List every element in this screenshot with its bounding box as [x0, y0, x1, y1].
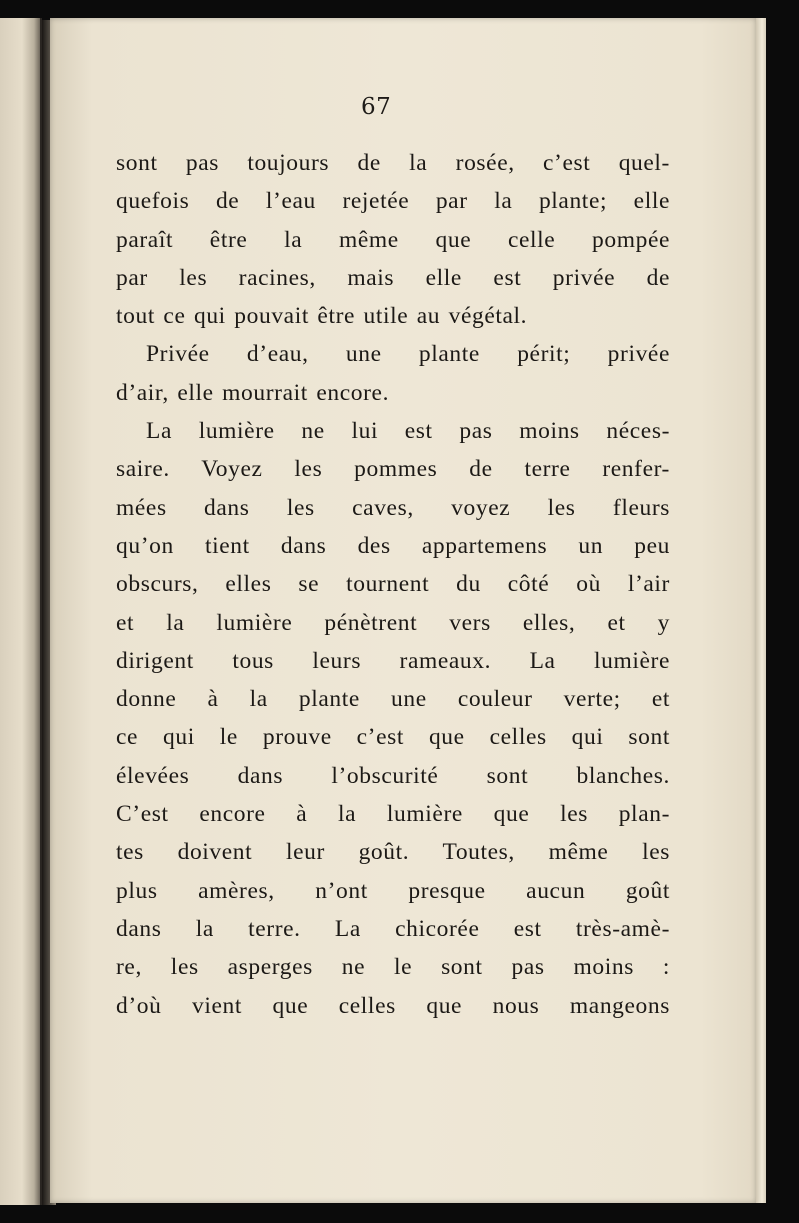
body-text [116, 144, 670, 1025]
text-line: par les racines, mais elle est privée de [116, 264, 670, 291]
text-line: mées dans les caves, voyez les fleurs [116, 494, 670, 521]
facing-page-edge [0, 18, 42, 1205]
text-line: élevées dans l’obscurité sont blanches. [116, 762, 670, 789]
text-line: La lumière ne lui est pas moins néces- [146, 418, 670, 445]
text-line: C’est encore à la lumière que les plan- [116, 801, 670, 828]
text-line: re, les asperges ne le sont pas moins : [116, 954, 670, 981]
text-line: d’air, elle mourrait encore. [116, 379, 390, 406]
text-line: tes doivent leur goût. Toutes, même les [116, 839, 670, 866]
text-line: et la lumière pénètrent vers elles, et y [116, 609, 670, 636]
text-line: ce qui le prouve c’est que celles qui sont [116, 724, 670, 751]
text-line: qu’on tient dans des appartemens un peu [116, 532, 670, 559]
page-fore-edge [756, 18, 766, 1203]
page-number: 67 [361, 94, 392, 120]
text-line: plus amères, n’ont presque aucun goût [116, 877, 670, 904]
text-line: sont pas toujours de la rosée, c’est quel- [116, 150, 670, 176]
text-line: Privée d’eau, une plante périt; privée [146, 341, 670, 368]
text-line: tout ce qui pouvait être utile au végétal. [116, 303, 528, 330]
text-line: saire. Voyez les pommes de terre renfer- [116, 456, 670, 483]
text-line: quefois de l’eau rejetée par la plante; elle [116, 188, 670, 215]
text-line: d’où vient que celles que nous mangeons [116, 992, 670, 1019]
text-line: dans la terre. La chicorée est très-amè- [116, 915, 670, 942]
text-line: dirigent tous leurs rameaux. La lumière [116, 647, 670, 674]
text-line: paraît être la même que celle pompée [116, 226, 670, 253]
text-line: donne à la plante une couleur verte; et [116, 686, 670, 713]
text-line: obscurs, elles se tournent du côté où l’air [116, 571, 670, 598]
